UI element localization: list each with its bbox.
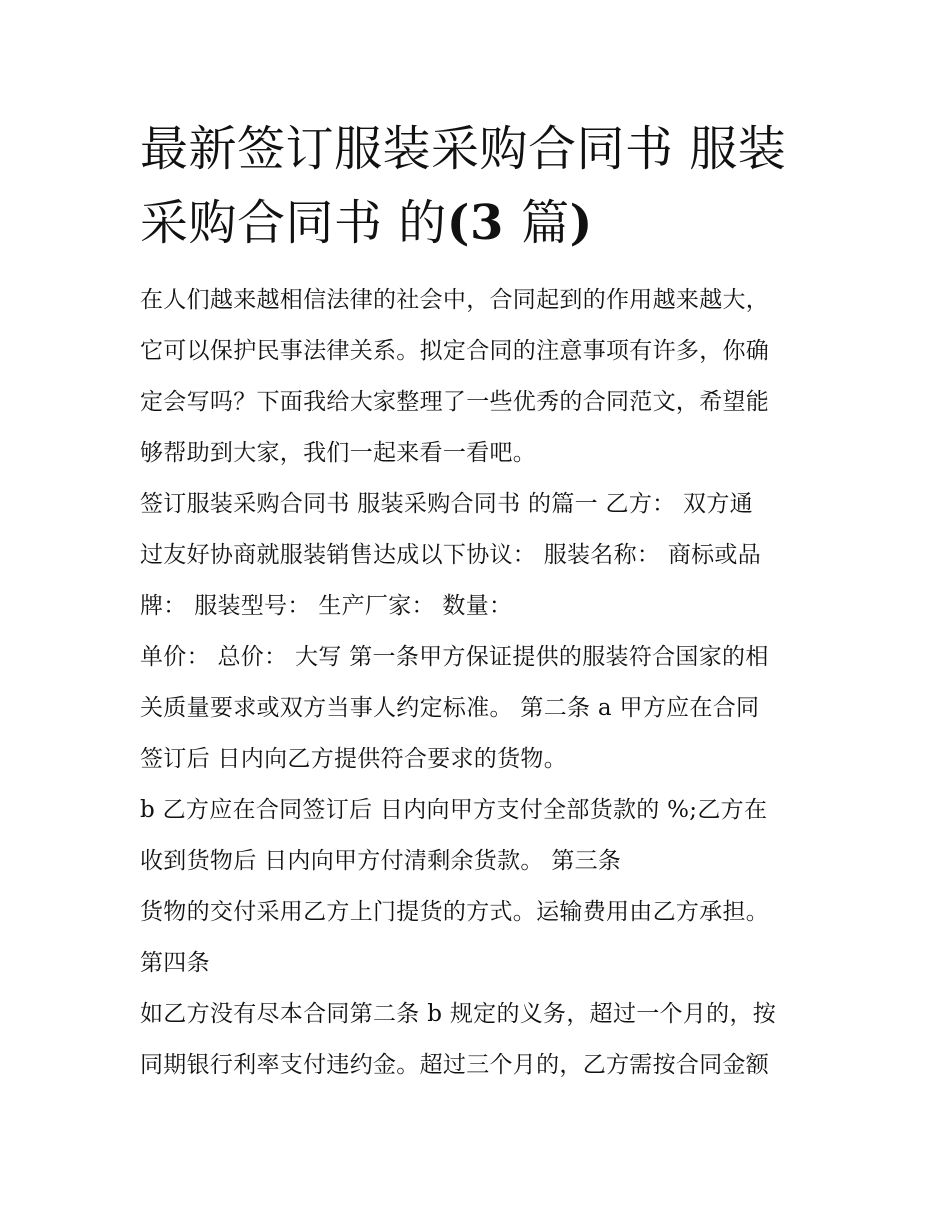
title-line-1: 最新签订服装采购合同书 服装 (140, 121, 787, 177)
body-line: 在人们越来越相信法律的社会中，合同起到的作用越来越大， (140, 287, 770, 313)
body-line: 够帮助到大家，我们一起来看一看吧。 (140, 440, 537, 466)
body-line: 货物的交付采用乙方上门提货的方式。运输费用由乙方承担。 (140, 899, 770, 925)
body-line: 同期银行利率支付违约金。超过三个月的，乙方需按合同金额 (140, 1052, 770, 1078)
body-line: 签订服装采购合同书 服装采购合同书 的篇一 乙方： 双方通 (140, 491, 753, 517)
document-body (140, 275, 820, 1091)
body-line: 单价： 总价： 大写 第一条甲方保证提供的服装符合国家的相 (140, 644, 769, 670)
body-line: 签订后 日内向乙方提供符合要求的货物。 (140, 746, 568, 772)
body-line: 牌： 服装型号： 生产厂家： 数量： (140, 593, 513, 619)
title-line-2-end: ) (569, 195, 593, 251)
body-line: 收到货物后 日内向甲方付清剩余货款。 第三条 (140, 848, 622, 874)
body-line: 它可以保护民事法律关系。拟定合同的注意事项有许多，你确 (140, 338, 770, 364)
document-title (140, 112, 820, 260)
body-line: 如乙方没有尽本合同第二条 b 规定的义务，超过一个月的，按 (140, 1001, 777, 1027)
body-line: 定会写吗？下面我给大家整理了一些优秀的合同范文，希望能 (140, 389, 770, 415)
title-line-2-number: (3 (446, 195, 522, 251)
body-line: b 乙方应在合同签订后 日内向甲方支付全部货款的 %;乙方在 (140, 797, 768, 823)
title-line-2-prefix: 采购合同书 的 (140, 195, 447, 251)
body-line: 第四条 (140, 950, 210, 976)
body-line: 关质量要求或双方当事人约定标准。 第二条 a 甲方应在合同 (140, 695, 760, 721)
body-line: 过友好协商就服装销售达成以下协议： 服装名称： 商标或品 (140, 542, 762, 568)
title-line-2-mid: 篇 (521, 195, 570, 251)
